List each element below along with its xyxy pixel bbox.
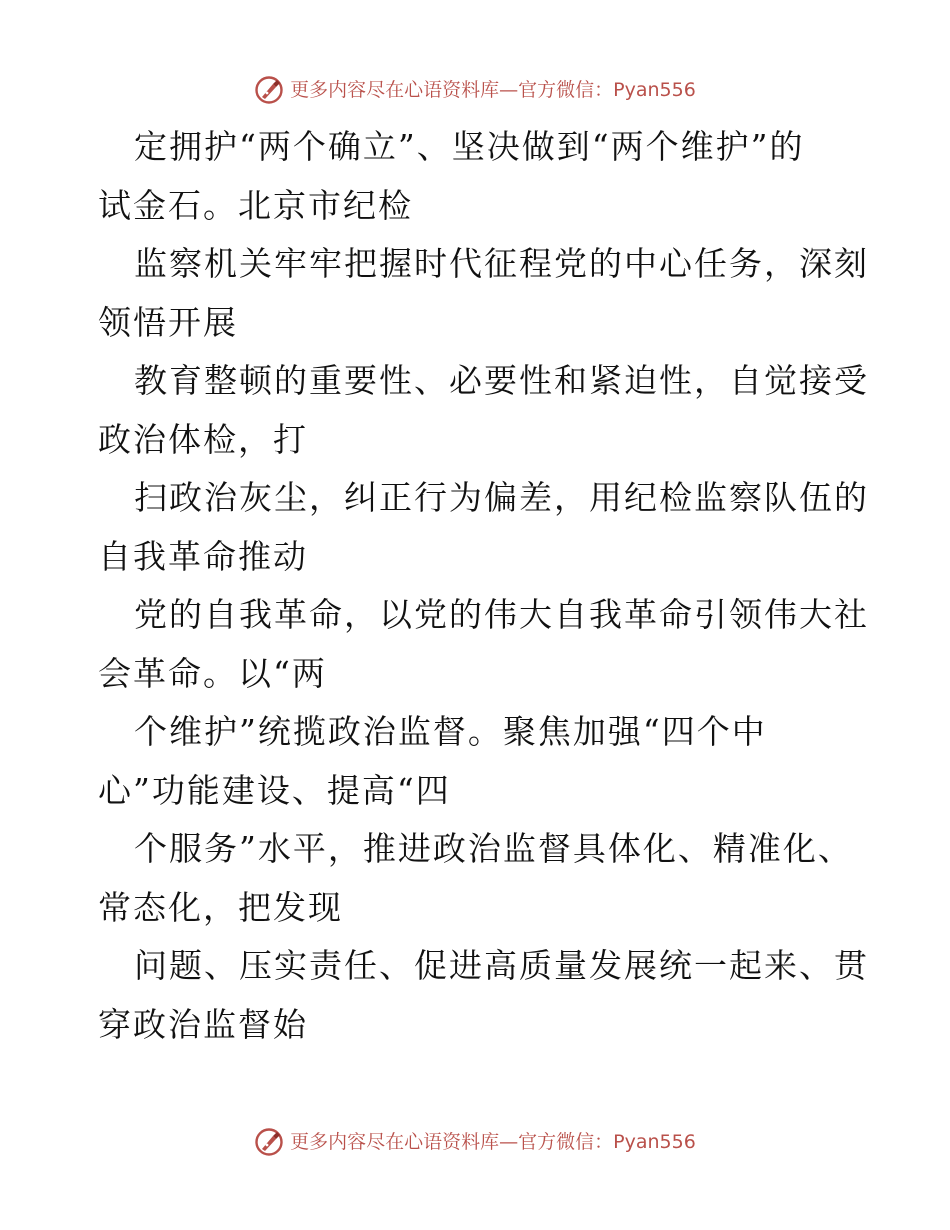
text-line: 会革命。以“两 [98, 653, 327, 693]
text-line: 问题、压实责任、促进高质量发展统一起来、贯 [134, 946, 869, 985]
document-body [98, 118, 869, 1054]
watermark-text: 更多内容尽在心语资料库—官方微信： [290, 79, 614, 101]
watermark-text: 更多内容尽在心语资料库—官方微信： [290, 1131, 614, 1153]
text-line: 个服务”水平，推进政治监督具体化、精准化、 [134, 829, 853, 868]
footer-watermark [0, 1126, 950, 1157]
pen-nib-circle-icon [254, 1127, 284, 1157]
text-line: 常态化，把发现 [98, 887, 343, 927]
pen-nib-circle-icon [254, 75, 284, 105]
text-line: 定拥护“两个确立”、坚决做到“两个维护”的 [134, 127, 805, 166]
text-line: 扫政治灰尘，纠正行为偏差，用纪检监察队伍的 [134, 478, 869, 517]
text-line: 监察机关牢牢把握时代征程党的中心任务，深刻 [134, 244, 869, 283]
watermark-wechat-id: Pyan556 [613, 1131, 696, 1153]
text-line: 党的自我革命，以党的伟大自我革命引领伟大社 [134, 595, 869, 634]
text-line: 领悟开展 [98, 302, 238, 342]
text-line: 心”功能建设、提高“四 [98, 770, 451, 810]
header-watermark [0, 74, 950, 105]
watermark-wechat-id: Pyan556 [613, 79, 696, 101]
text-line: 自我革命推动 [98, 536, 308, 576]
text-line: 试金石。北京市纪检 [98, 185, 413, 225]
text-line: 穿政治监督始 [98, 1004, 308, 1044]
text-line: 个维护”统揽政治监督。聚焦加强“四个中 [134, 712, 767, 751]
text-line: 教育整顿的重要性、必要性和紧迫性，自觉接受 [134, 361, 869, 400]
text-line: 政治体检，打 [98, 419, 308, 459]
